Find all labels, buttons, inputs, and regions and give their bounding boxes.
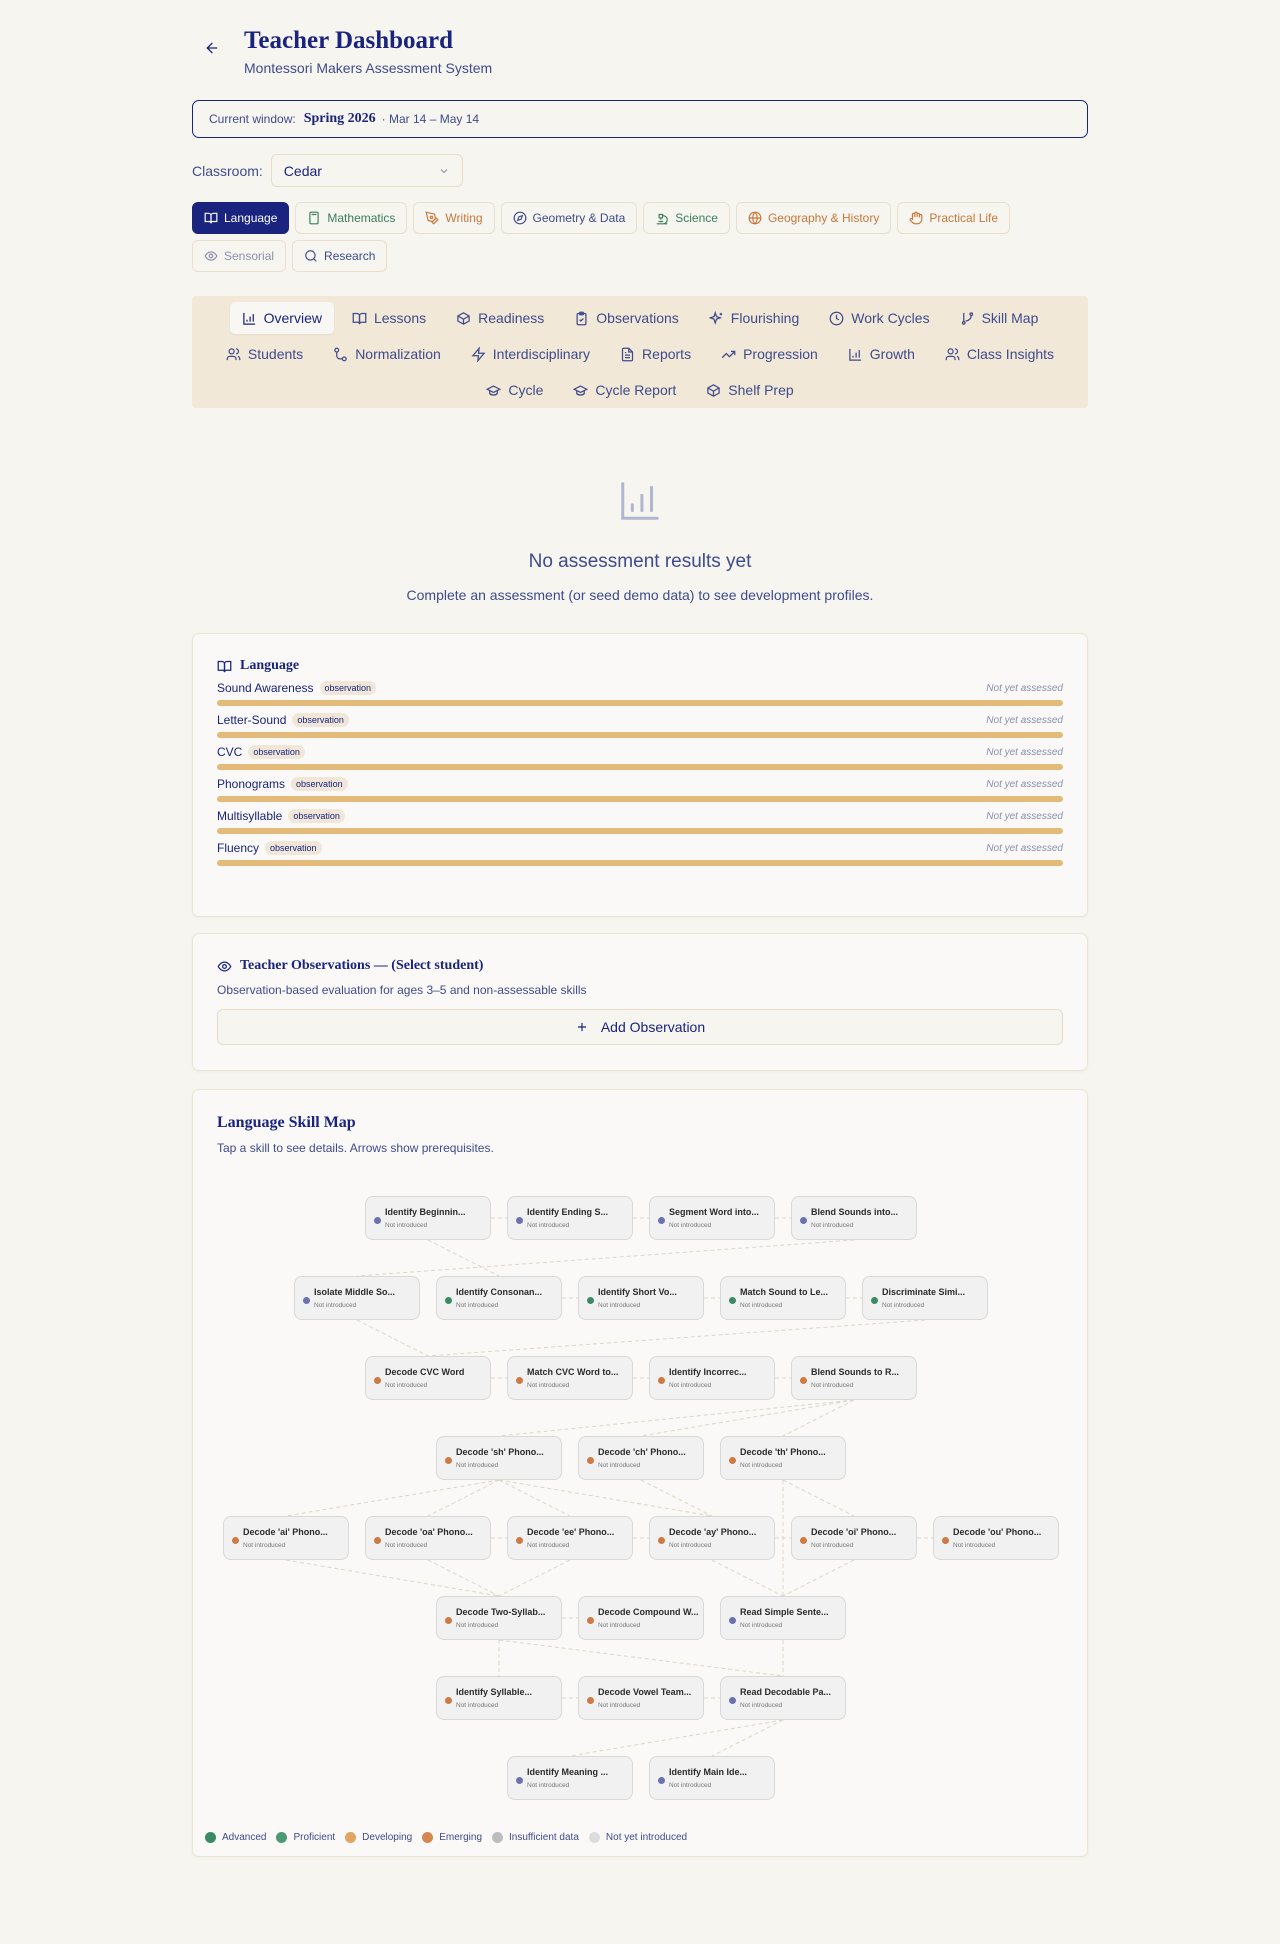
compass-icon	[513, 211, 527, 225]
status-dot-icon	[729, 1697, 736, 1704]
language-card-title: Language	[217, 658, 1063, 674]
legend-dot-icon	[492, 1832, 503, 1843]
subject-chips	[192, 202, 1012, 272]
back-button[interactable]	[204, 40, 220, 56]
skill-node-title: Isolate Middle So...	[314, 1287, 396, 1297]
chevron-down-icon	[438, 165, 450, 177]
tab-class-insights[interactable]: Class Insights	[933, 338, 1066, 370]
route-icon	[333, 347, 348, 362]
microscope-icon	[655, 211, 669, 225]
skill-node-status: Not introduced	[598, 1302, 641, 1309]
skill-node-status: Not introduced	[669, 1222, 712, 1229]
classroom-value: Cedar	[283, 162, 322, 179]
tab-cycle[interactable]: Cycle	[474, 374, 555, 406]
legend-item: Advanced	[205, 1832, 266, 1843]
skill-node-title: Decode 'ee' Phono...	[527, 1527, 615, 1537]
status-dot-icon	[374, 1217, 381, 1224]
status-dot-icon	[445, 1617, 452, 1624]
book-open-icon	[217, 659, 232, 674]
skill-row	[217, 680, 1063, 706]
status-dot-icon	[587, 1297, 594, 1304]
tab-growth[interactable]: Growth	[836, 338, 927, 370]
skill-node[interactable]	[223, 1516, 349, 1560]
skill-node-status: Not introduced	[456, 1462, 499, 1469]
skill-status: Not yet assessed	[986, 778, 1063, 790]
skill-node-status: Not introduced	[740, 1462, 783, 1469]
tab-readiness[interactable]: Readiness	[444, 302, 556, 334]
skill-head	[217, 744, 1063, 760]
eye-icon	[217, 959, 232, 974]
skill-node-status: Not introduced	[385, 1542, 428, 1549]
eye-icon	[204, 249, 218, 263]
skill-node[interactable]	[507, 1196, 633, 1240]
skill-name: Letter-Sound observation	[217, 713, 349, 727]
status-dot-icon	[516, 1217, 523, 1224]
skill-type-badge: observation	[265, 841, 322, 855]
empty-title: No assessment results yet	[528, 551, 752, 572]
skill-head	[217, 808, 1063, 824]
graduation-cap-icon	[573, 383, 588, 398]
status-dot-icon	[232, 1537, 239, 1544]
skill-node[interactable]	[436, 1436, 562, 1480]
empty-state	[192, 478, 1088, 603]
skill-node[interactable]	[791, 1196, 917, 1240]
clipboard-check-icon	[574, 311, 589, 326]
subject-practical-life[interactable]: Practical Life	[897, 202, 1010, 234]
skill-node-title: Blend Sounds to R...	[811, 1367, 899, 1377]
skill-node-status: Not introduced	[385, 1382, 428, 1389]
skill-node-title: Identify Consonan...	[456, 1287, 543, 1297]
status-dot-icon	[800, 1537, 807, 1544]
status-dot-icon	[800, 1217, 807, 1224]
skill-node[interactable]	[436, 1596, 562, 1640]
legend-dot-icon	[589, 1832, 600, 1843]
classroom-selector	[192, 154, 463, 187]
trending-up-icon	[721, 347, 736, 362]
current-window-bar	[192, 100, 1088, 138]
arrow-left-icon	[204, 40, 220, 56]
skill-head	[217, 840, 1063, 856]
skill-node-title: Decode 'oi' Phono...	[811, 1527, 897, 1537]
tab-shelf-prep[interactable]: Shelf Prep	[694, 374, 805, 406]
skill-status: Not yet assessed	[986, 842, 1063, 854]
users-icon	[945, 347, 960, 362]
skill-node[interactable]	[791, 1356, 917, 1400]
skill-node-status: Not introduced	[527, 1782, 570, 1789]
status-dot-icon	[587, 1617, 594, 1624]
skill-node-title: Decode 'ai' Phono...	[243, 1527, 328, 1537]
skill-node-title: Decode 'sh' Phono...	[456, 1447, 544, 1457]
skill-node-title: Identify Main Ide...	[669, 1767, 748, 1777]
skill-status: Not yet assessed	[986, 682, 1063, 694]
skill-node-title: Decode 'ou' Phono...	[953, 1527, 1042, 1537]
window-label: Current window:	[209, 112, 296, 126]
skill-row	[217, 840, 1063, 866]
skill-node[interactable]	[862, 1276, 988, 1320]
skill-node-status: Not introduced	[953, 1542, 996, 1549]
tab-row-1	[192, 300, 1088, 336]
skill-node[interactable]	[578, 1676, 704, 1720]
skill-node[interactable]	[649, 1356, 775, 1400]
subject-research[interactable]: Research	[292, 240, 387, 272]
tab-row-3	[192, 372, 1088, 408]
skill-node[interactable]	[365, 1196, 491, 1240]
skill-node-status: Not introduced	[740, 1702, 783, 1709]
status-dot-icon	[516, 1537, 523, 1544]
tab-row-2	[192, 336, 1088, 372]
skill-node-status: Not introduced	[598, 1622, 641, 1629]
status-dot-icon	[516, 1777, 523, 1784]
add-observation-button[interactable]: Add Observation	[217, 1009, 1063, 1045]
tab-lessons[interactable]: Lessons	[340, 302, 438, 334]
skill-node-status: Not introduced	[527, 1222, 570, 1229]
git-branch-icon	[960, 311, 975, 326]
observations-subtitle: Observation-based evaluation for ages 3–5 and non-assessable skills	[217, 983, 587, 997]
skill-row	[217, 776, 1063, 802]
skill-node-title: Blend Sounds into...	[811, 1207, 898, 1217]
skill-node-status: Not introduced	[243, 1542, 286, 1549]
skill-map-title: Language Skill Map	[217, 1114, 356, 1131]
status-dot-icon	[374, 1537, 381, 1544]
status-dot-icon	[658, 1537, 665, 1544]
legend-dot-icon	[345, 1832, 356, 1843]
skill-name: Fluency observation	[217, 841, 322, 855]
skill-node-status: Not introduced	[456, 1302, 499, 1309]
skill-node-title: Decode CVC Word	[385, 1367, 465, 1377]
empty-subtitle: Complete an assessment (or seed demo data) to see development profiles.	[406, 587, 874, 603]
status-dot-icon	[374, 1377, 381, 1384]
skill-node-title: Decode 'th' Phono...	[740, 1447, 826, 1457]
page-subtitle: Montessori Makers Assessment System	[244, 60, 493, 76]
skill-head	[217, 776, 1063, 792]
status-dot-icon	[658, 1777, 665, 1784]
skill-type-badge: observation	[248, 745, 305, 759]
skill-row	[217, 712, 1063, 738]
skill-map-subtitle: Tap a skill to see details. Arrows show prerequisites.	[217, 1141, 494, 1155]
skill-node[interactable]	[294, 1276, 420, 1320]
window-season: Spring 2026	[303, 111, 376, 126]
status-dot-icon	[303, 1297, 310, 1304]
skill-node-status: Not introduced	[811, 1222, 854, 1229]
skill-name: CVC observation	[217, 745, 305, 759]
skill-name: Multisyllable observation	[217, 809, 345, 823]
skill-type-badge: observation	[291, 777, 348, 791]
skill-map-legend	[205, 1832, 687, 1843]
observations-title: Teacher Observations — (Select student)	[217, 958, 1063, 974]
skill-progress-bar	[217, 828, 1063, 834]
view-tabs	[192, 296, 1088, 408]
plus-icon	[575, 1020, 589, 1034]
tab-interdisciplinary[interactable]: Interdisciplinary	[459, 338, 602, 370]
skill-node-title: Decode Vowel Team...	[598, 1687, 692, 1697]
legend-item: Not yet introduced	[589, 1832, 687, 1843]
skill-node-status: Not introduced	[456, 1702, 499, 1709]
subject-geography-history[interactable]: Geography & History	[736, 202, 891, 234]
skill-node-title: Segment Word into...	[669, 1207, 759, 1217]
skill-node[interactable]	[507, 1756, 633, 1800]
status-dot-icon	[871, 1297, 878, 1304]
skill-node-title: Read Simple Sente...	[740, 1607, 829, 1617]
status-dot-icon	[658, 1217, 665, 1224]
skill-map-card	[192, 1089, 1088, 1857]
book-open-icon	[204, 211, 218, 225]
skill-node-title: Read Decodable Pa...	[740, 1687, 832, 1697]
page-title: Teacher Dashboard	[244, 27, 454, 54]
subject-geometry-data[interactable]: Geometry & Data	[501, 202, 638, 234]
skill-node-title: Identify Ending S...	[527, 1207, 608, 1217]
package-icon	[456, 311, 471, 326]
skill-progress-bar	[217, 732, 1063, 738]
skill-node[interactable]	[436, 1276, 562, 1320]
calculator-icon	[307, 211, 321, 225]
skill-row	[217, 808, 1063, 834]
skill-node[interactable]	[649, 1196, 775, 1240]
skill-progress-bar	[217, 860, 1063, 866]
search-icon	[304, 249, 318, 263]
status-dot-icon	[516, 1377, 523, 1384]
skill-node-title: Decode 'oa' Phono...	[385, 1527, 473, 1537]
zap-icon	[471, 347, 486, 362]
subject-language[interactable]: Language	[192, 202, 289, 234]
tab-observations[interactable]: Observations	[562, 302, 690, 334]
book-open-icon	[352, 311, 367, 326]
skill-node[interactable]	[507, 1356, 633, 1400]
subject-science[interactable]: Science	[643, 202, 730, 234]
skill-node-title: Decode Compound W...	[598, 1607, 699, 1617]
skill-node-status: Not introduced	[811, 1382, 854, 1389]
subject-writing[interactable]: Writing	[413, 202, 494, 234]
status-dot-icon	[445, 1297, 452, 1304]
skill-node-title: Identify Meaning ...	[527, 1767, 609, 1777]
clock-icon	[829, 311, 844, 326]
skill-type-badge: observation	[288, 809, 345, 823]
legend-dot-icon	[276, 1832, 287, 1843]
skill-node[interactable]	[507, 1516, 633, 1560]
tab-progression[interactable]: Progression	[709, 338, 830, 370]
status-dot-icon	[658, 1377, 665, 1384]
window-dates: · Mar 14 – May 14	[381, 112, 480, 126]
skill-status: Not yet assessed	[986, 746, 1063, 758]
classroom-label: Classroom:	[192, 162, 263, 179]
skill-node-status: Not introduced	[598, 1462, 641, 1469]
skill-node-status: Not introduced	[527, 1382, 570, 1389]
skill-name: Sound Awareness observation	[217, 681, 376, 695]
bar-chart-icon	[617, 478, 663, 524]
skill-node-title: Identify Incorrec...	[669, 1367, 747, 1377]
skill-node-status: Not introduced	[882, 1302, 925, 1309]
globe-icon	[748, 211, 762, 225]
skill-node-status: Not introduced	[598, 1702, 641, 1709]
package-icon	[706, 383, 721, 398]
skill-node-title: Decode 'ay' Phono...	[669, 1527, 757, 1537]
status-dot-icon	[445, 1697, 452, 1704]
tab-flourishing[interactable]: Flourishing	[697, 302, 811, 334]
status-dot-icon	[445, 1457, 452, 1464]
skill-node-status: Not introduced	[811, 1542, 854, 1549]
skill-progress-bar	[217, 700, 1063, 706]
skill-node-status: Not introduced	[740, 1302, 783, 1309]
tab-cycle-report[interactable]: Cycle Report	[561, 374, 688, 406]
subject-mathematics[interactable]: Mathematics	[295, 202, 407, 234]
skill-type-badge: observation	[292, 713, 349, 727]
skill-node[interactable]	[649, 1756, 775, 1800]
classroom-select[interactable]	[271, 154, 463, 187]
skill-node[interactable]	[578, 1436, 704, 1480]
skill-node-title: Match CVC Word to...	[527, 1367, 619, 1377]
skill-node-status: Not introduced	[456, 1622, 499, 1629]
subject-sensorial[interactable]: Sensorial	[192, 240, 286, 272]
skill-node[interactable]	[365, 1516, 491, 1560]
skill-node[interactable]	[578, 1596, 704, 1640]
skill-node-title: Match Sound to Le...	[740, 1287, 828, 1297]
status-dot-icon	[587, 1697, 594, 1704]
skill-row	[217, 744, 1063, 770]
bar-chart-icon	[848, 347, 863, 362]
tab-normalization[interactable]: Normalization	[321, 338, 453, 370]
skill-type-badge: observation	[320, 681, 377, 695]
skill-node-status: Not introduced	[527, 1542, 570, 1549]
users-icon	[226, 347, 241, 362]
skill-node[interactable]	[720, 1676, 846, 1720]
skill-node-status: Not introduced	[669, 1542, 712, 1549]
skill-node-title: Decode 'ch' Phono...	[598, 1447, 686, 1457]
legend-dot-icon	[205, 1832, 216, 1843]
status-dot-icon	[942, 1537, 949, 1544]
skill-name: Phonograms observation	[217, 777, 348, 791]
skill-node-status: Not introduced	[669, 1782, 712, 1789]
skill-node[interactable]	[933, 1516, 1059, 1560]
skill-progress-bar	[217, 764, 1063, 770]
skill-node[interactable]	[720, 1596, 846, 1640]
skill-node-status: Not introduced	[740, 1622, 783, 1629]
skills-list	[217, 680, 1063, 866]
legend-item: Emerging	[422, 1832, 482, 1843]
skill-node[interactable]	[720, 1436, 846, 1480]
skill-node-title: Decode Two-Syllab...	[456, 1607, 546, 1617]
skill-node-title: Identify Syllable...	[456, 1687, 533, 1697]
file-text-icon	[620, 347, 635, 362]
sparkles-icon	[709, 311, 724, 326]
skill-node[interactable]	[720, 1276, 846, 1320]
skill-status: Not yet assessed	[986, 810, 1063, 822]
status-dot-icon	[729, 1457, 736, 1464]
hand-icon	[909, 211, 923, 225]
legend-item: Proficient	[276, 1832, 335, 1843]
tab-students[interactable]: Students	[214, 338, 315, 370]
skill-node[interactable]	[649, 1516, 775, 1560]
bar-chart-icon	[242, 311, 257, 326]
skill-status: Not yet assessed	[986, 714, 1063, 726]
tab-work-cycles[interactable]: Work Cycles	[817, 302, 941, 334]
teacher-observations-card	[192, 933, 1088, 1071]
tab-reports[interactable]: Reports	[608, 338, 703, 370]
title-block	[244, 26, 844, 76]
skill-node-title: Identify Beginnin...	[385, 1207, 466, 1217]
legend-item: Insufficient data	[492, 1832, 579, 1843]
tab-skill-map[interactable]: Skill Map	[948, 302, 1051, 334]
skill-node[interactable]	[436, 1676, 562, 1720]
skill-head	[217, 712, 1063, 728]
skill-node-title: Discriminate Simi...	[882, 1287, 966, 1297]
status-dot-icon	[729, 1297, 736, 1304]
skill-node-title: Identify Short Vo...	[598, 1287, 677, 1297]
skill-head	[217, 680, 1063, 696]
language-profile-card	[192, 633, 1088, 917]
status-dot-icon	[729, 1617, 736, 1624]
skill-node[interactable]	[578, 1276, 704, 1320]
skill-node-status: Not introduced	[385, 1222, 428, 1229]
pen-tool-icon	[425, 211, 439, 225]
legend-dot-icon	[422, 1832, 433, 1843]
skill-progress-bar	[217, 796, 1063, 802]
status-dot-icon	[800, 1377, 807, 1384]
legend-item: Developing	[345, 1832, 412, 1843]
skill-node[interactable]	[791, 1516, 917, 1560]
skill-node-status: Not introduced	[669, 1382, 712, 1389]
tab-overview[interactable]: Overview	[230, 302, 334, 334]
skill-node-status: Not introduced	[314, 1302, 357, 1309]
graduation-cap-icon	[486, 383, 501, 398]
skill-node[interactable]	[365, 1356, 491, 1400]
status-dot-icon	[587, 1457, 594, 1464]
